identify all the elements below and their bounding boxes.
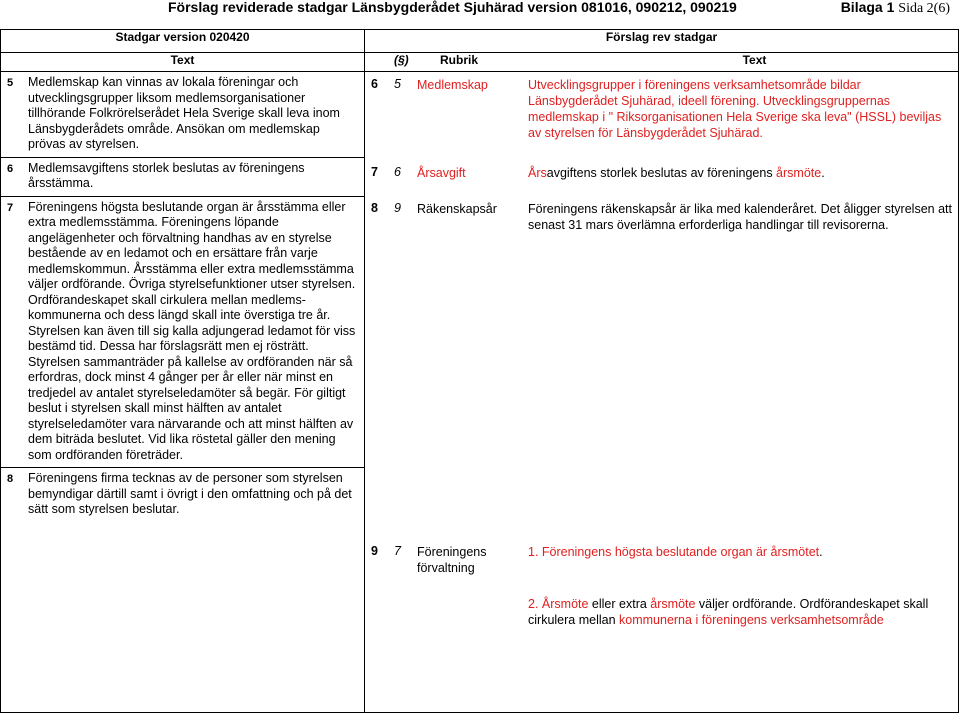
section-text xyxy=(528,165,952,201)
changed-text: årsmöte xyxy=(650,597,696,611)
right-section-rakenskapsar xyxy=(365,201,958,544)
text-part: 1. Föreningens högsta beslutande organ är xyxy=(528,545,771,559)
document-title: Förslag reviderade stadgar Länsbygderådet Sjuhärad version 081016, 090212, 090219 xyxy=(168,0,737,15)
left-col-text: Text xyxy=(1,53,365,72)
new-paragraph-number: 9 xyxy=(371,544,378,558)
divider xyxy=(1,157,364,158)
changed-text: årsmöte xyxy=(776,166,822,180)
right-section-forvaltning xyxy=(365,544,958,628)
left-section-5 xyxy=(1,75,364,153)
changed-text: kommunerna i föreningens verksamhetsområde xyxy=(619,613,884,627)
section-text: Föreningens högsta beslutande organ är årsstämma eller extra medlemsstämma. Föreningens löpande angelägenheter och förvaltning handhas av en styrelse bestående av en ledamot och en ersättare från varje medlemskommun. Årsstämma eller extra medlemsstämma väljer ordförande. Övriga styrelsefunktioner utser styrelsen. Ordförandeskapet skall cirkulera mellan medlems-kommunerna och dess längd skall inte överstiga tre år. Styrelsen kan även till sig kalla adjungerad ledamot för viss bestämd tid. Dessa har förslagsrätt men ej rösträtt. Styrelsen sammanträder på kallelse av ordföranden när så erfordras, dock minst 4 gånger per år eller när minst en tredjedel av antalet styrelseledamöter så begär. För giltigt beslut i styrelsen skall minst hälften av antalet styrelseledamöter vara närvarande och att minst hälften av dem biträda beslutet. Vid lika röstetal gäller den mening som ordföranden företräder. xyxy=(28,199,356,462)
right-col-headers xyxy=(365,53,959,72)
rubrik: Räkenskapsår xyxy=(417,202,497,216)
old-paragraph-number: 7 xyxy=(394,544,401,558)
rubrik-column-header: Rubrik xyxy=(440,53,479,67)
divider xyxy=(1,467,364,468)
old-paragraph-number: 6 xyxy=(394,165,401,179)
right-column xyxy=(365,72,959,713)
left-section-6 xyxy=(1,161,364,192)
section-number: 5 xyxy=(7,77,14,89)
attachment-label xyxy=(841,0,950,17)
left-caption: Stadgar version 020420 xyxy=(1,30,365,53)
comparison-table xyxy=(0,29,959,713)
list-item-1 xyxy=(528,544,952,560)
section-text: Föreningens räkenskapsår är lika med kalenderåret. Det åligger styrelsen att senast 31 mars överlämna erforderliga handlingar till revisorerna. xyxy=(528,202,952,232)
text-part: avgiftens storlek beslutas av föreningens xyxy=(546,166,777,180)
changed-text: Årsmöte xyxy=(541,597,589,611)
section-number: 6 xyxy=(7,162,14,175)
paragraph-column-header: (§) xyxy=(394,53,409,67)
left-section-7 xyxy=(1,200,364,464)
text-part: . xyxy=(819,545,823,559)
new-paragraph-number: 7 xyxy=(371,165,378,179)
text-part: väljer ordförande. Ordförandeskapet skall cirkulera mellan xyxy=(528,597,929,627)
section-number: 7 xyxy=(7,201,14,214)
right-section-medlemskap xyxy=(365,77,958,165)
divider xyxy=(1,196,364,197)
section-text: Medlemskap kan vinnas av lokala föreningar och utvecklingsgrupper liksom medlemsorganisationer tillhörande Folkrörelserådet Hela Sverige skall leva inom Länsbygderådets område. Ansökan om medlemskap prövas av styrelsen. xyxy=(28,75,340,151)
right-section-arsavgift xyxy=(365,165,958,201)
section-text xyxy=(528,544,952,628)
left-column xyxy=(1,72,365,713)
new-paragraph-number: 6 xyxy=(371,77,378,91)
changed-text: årsmötet xyxy=(770,545,820,559)
page-number: Sida 2(6) xyxy=(898,1,950,16)
rubrik: Föreningens förvaltning xyxy=(417,545,487,575)
new-paragraph-number: 8 xyxy=(371,201,378,215)
rubrik: Medlemskap xyxy=(417,78,488,92)
old-paragraph-number: 9 xyxy=(394,201,401,215)
rubrik: Årsavgift xyxy=(417,166,466,180)
text-part: eller extra xyxy=(588,597,651,611)
section-number: 8 xyxy=(7,473,14,485)
changed-text: Års xyxy=(528,166,547,180)
text-part: . xyxy=(821,166,825,180)
list-item-2 xyxy=(528,596,952,628)
right-text-column-header: Text xyxy=(742,53,767,67)
old-paragraph-number: 5 xyxy=(394,77,401,91)
section-text: Föreningens firma tecknas av de personer som styrelsen bemyndigar därtill samt i övrigt i den omfattning och på det sätt som styrelsen beslutar. xyxy=(28,471,352,516)
section-text: Medlemsavgiftens storlek beslutas av föreningens årsstämma. xyxy=(28,160,305,190)
section-text: Utvecklingsgrupper i föreningens verksamhetsområde bildar Länsbygderådet Sjuhärad, ideell förening. Utvecklingsgruppernas medlemskap i " Riksorganisationen Hela Sverige ska leva" (HSSL) beviljas av styrelsen för Länsbygderådet Sjuhärad. xyxy=(528,78,942,140)
bilaga-label: Bilaga 1 xyxy=(840,0,895,15)
text-part: 2. xyxy=(528,597,542,611)
left-section-8 xyxy=(1,471,364,518)
right-caption: Förslag rev stadgar xyxy=(365,30,959,53)
